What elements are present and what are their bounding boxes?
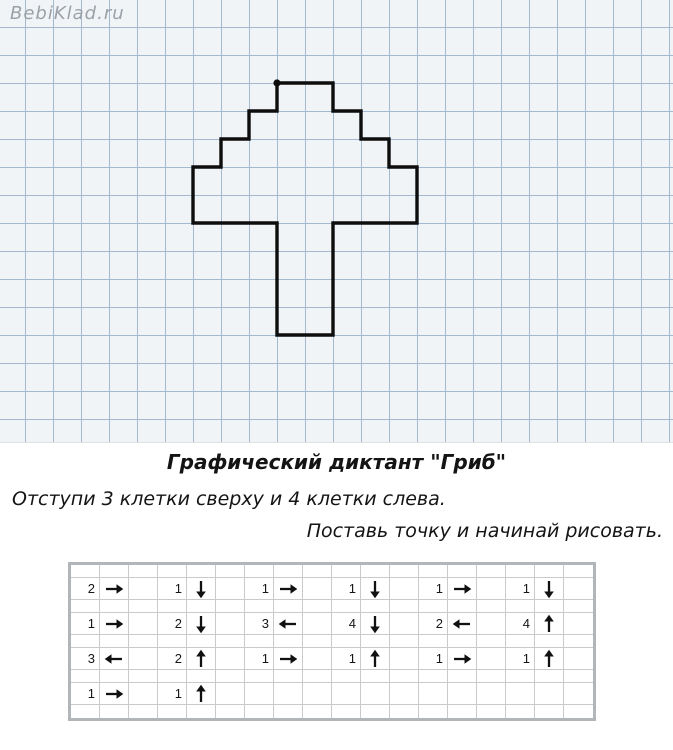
grid-cell (216, 683, 245, 705)
grid-cell (506, 565, 535, 578)
grid-cell (390, 578, 419, 600)
step-count: 2 (158, 613, 187, 635)
right-arrow-icon (452, 649, 472, 669)
step-count: 4 (506, 613, 535, 635)
grid-cell (564, 635, 593, 648)
step-count: 1 (506, 648, 535, 670)
grid-cell (100, 670, 129, 683)
step-count: 1 (158, 578, 187, 600)
left-arrow-icon (104, 649, 124, 669)
grid-cell (129, 578, 158, 600)
dictation-table (68, 562, 596, 721)
grid-cell (361, 565, 390, 578)
grid-cell (564, 670, 593, 683)
grid-cell (448, 683, 477, 705)
step-arrow-cell (448, 648, 477, 670)
grid-cell (477, 578, 506, 600)
grid-cell (361, 600, 390, 613)
right-arrow-icon (278, 649, 298, 669)
grid-cell (129, 648, 158, 670)
grid-cell (129, 600, 158, 613)
grid-cell (564, 705, 593, 718)
grid-cell (535, 705, 564, 718)
down-arrow-icon (365, 614, 385, 634)
left-arrow-icon (452, 614, 472, 634)
grid-cell (158, 565, 187, 578)
grid-cell (303, 600, 332, 613)
grid-cell (71, 635, 100, 648)
grid-cell (419, 705, 448, 718)
worksheet-title: Графический диктант "Гриб" (166, 450, 507, 474)
grid-cell (216, 635, 245, 648)
grid-cell (129, 670, 158, 683)
grid-cell (332, 565, 361, 578)
grid-cell (477, 705, 506, 718)
grid-cell (448, 670, 477, 683)
grid-cell (564, 683, 593, 705)
grid-cell (477, 648, 506, 670)
grid-cell (216, 600, 245, 613)
grid-cell (535, 600, 564, 613)
grid-cell (303, 565, 332, 578)
step-arrow-cell (187, 648, 216, 670)
step-count: 2 (71, 578, 100, 600)
grid-cell (71, 705, 100, 718)
step-count: 1 (158, 683, 187, 705)
grid-cell (419, 565, 448, 578)
grid-cell (564, 648, 593, 670)
start-dot (273, 79, 280, 86)
grid-cell (419, 670, 448, 683)
grid-cell (390, 670, 419, 683)
grid-cell (477, 683, 506, 705)
right-arrow-icon (104, 614, 124, 634)
down-arrow-icon (539, 579, 559, 599)
step-count: 1 (245, 578, 274, 600)
left-arrow-icon (278, 614, 298, 634)
step-arrow-cell (274, 648, 303, 670)
grid-cell (100, 600, 129, 613)
grid-cell (274, 635, 303, 648)
grid-cell (332, 600, 361, 613)
up-arrow-icon (539, 614, 559, 634)
grid-cell (158, 705, 187, 718)
right-arrow-icon (452, 579, 472, 599)
step-count: 2 (158, 648, 187, 670)
grid-cell (390, 635, 419, 648)
grid-cell (564, 578, 593, 600)
grid-cell (564, 613, 593, 635)
grid-cell (129, 705, 158, 718)
grid-cell (274, 565, 303, 578)
grid-cell (390, 600, 419, 613)
step-count: 1 (332, 578, 361, 600)
grid-cell (245, 635, 274, 648)
grid-cell (274, 600, 303, 613)
grid-cell (535, 635, 564, 648)
grid-cell (332, 670, 361, 683)
grid-cell (535, 670, 564, 683)
grid-cell (216, 578, 245, 600)
step-count: 3 (245, 613, 274, 635)
step-arrow-cell (187, 578, 216, 600)
grid-cell (245, 670, 274, 683)
grid-cell (274, 705, 303, 718)
up-arrow-icon (539, 649, 559, 669)
step-arrow-cell (100, 613, 129, 635)
grid-cell (158, 600, 187, 613)
step-count: 1 (419, 648, 448, 670)
step-count: 1 (419, 578, 448, 600)
step-arrow-cell (100, 683, 129, 705)
grid-cell (216, 613, 245, 635)
grid-cell (303, 705, 332, 718)
grid-cell (216, 670, 245, 683)
step-arrow-cell (361, 613, 390, 635)
grid-cell (419, 683, 448, 705)
grid-cell (129, 635, 158, 648)
grid-cell (390, 565, 419, 578)
grid-cell (448, 635, 477, 648)
step-arrow-cell (187, 683, 216, 705)
grid-cell (361, 670, 390, 683)
step-count: 1 (245, 648, 274, 670)
grid-cell (448, 565, 477, 578)
grid-cell (506, 705, 535, 718)
grid-cell (303, 683, 332, 705)
grid-cell (71, 565, 100, 578)
grid-cell (477, 635, 506, 648)
grid-cell (303, 613, 332, 635)
grid-cell (506, 600, 535, 613)
step-count: 1 (506, 578, 535, 600)
watermark: BebiKlad.ru (10, 3, 125, 24)
step-arrow-cell (361, 648, 390, 670)
grid-cell (245, 683, 274, 705)
grid-cell (477, 565, 506, 578)
grid-cell (564, 565, 593, 578)
down-arrow-icon (365, 579, 385, 599)
grid-cell (303, 578, 332, 600)
grid-cell (535, 565, 564, 578)
grid-cell (390, 613, 419, 635)
grid-cell (216, 648, 245, 670)
grid-cell (216, 705, 245, 718)
mushroom-path (193, 83, 417, 335)
grid-cell (361, 635, 390, 648)
grid-cell (332, 635, 361, 648)
step-arrow-cell (448, 613, 477, 635)
grid-cell (361, 683, 390, 705)
up-arrow-icon (365, 649, 385, 669)
grid-cell (419, 635, 448, 648)
grid-cell (535, 683, 564, 705)
grid-cell (158, 635, 187, 648)
grid-cell (448, 705, 477, 718)
grid-cell (129, 683, 158, 705)
step-count: 3 (71, 648, 100, 670)
grid-cell (100, 635, 129, 648)
grid-cell (187, 565, 216, 578)
grid-cell (303, 635, 332, 648)
grid-cell (332, 683, 361, 705)
grid-cell (303, 648, 332, 670)
grid-cell (506, 683, 535, 705)
grid-cell (71, 670, 100, 683)
grid-cell (100, 565, 129, 578)
up-arrow-icon (191, 684, 211, 704)
grid-cell (390, 683, 419, 705)
step-count: 1 (71, 683, 100, 705)
grid-cell (448, 600, 477, 613)
step-arrow-cell (100, 648, 129, 670)
grid-cell (274, 683, 303, 705)
grid-cell (129, 613, 158, 635)
grid-cell (216, 565, 245, 578)
grid-cell (506, 670, 535, 683)
right-arrow-icon (278, 579, 298, 599)
step-arrow-cell (274, 578, 303, 600)
grid-cell (477, 670, 506, 683)
grid-cell (158, 670, 187, 683)
instruction-line-1: Отступи 3 клетки сверху и 4 клетки слева. (12, 488, 446, 510)
grid-cell (274, 670, 303, 683)
step-count: 1 (71, 613, 100, 635)
up-arrow-icon (191, 649, 211, 669)
grid-cell (390, 648, 419, 670)
grid-cell (303, 670, 332, 683)
down-arrow-icon (191, 614, 211, 634)
grid-cell (245, 565, 274, 578)
grid-cell (332, 705, 361, 718)
grid-cell (187, 705, 216, 718)
grid-cell (477, 613, 506, 635)
grid-cell (361, 705, 390, 718)
grid-cell (100, 705, 129, 718)
grid-cell (187, 635, 216, 648)
grid-cell (245, 600, 274, 613)
step-arrow-cell (535, 578, 564, 600)
right-arrow-icon (104, 579, 124, 599)
step-arrow-cell (535, 648, 564, 670)
grid-cell (390, 705, 419, 718)
right-arrow-icon (104, 684, 124, 704)
step-arrow-cell (361, 578, 390, 600)
step-count: 4 (332, 613, 361, 635)
step-count: 1 (332, 648, 361, 670)
grid-cell (129, 565, 158, 578)
grid-cell (187, 670, 216, 683)
grid-cell (506, 635, 535, 648)
grid-cell (419, 600, 448, 613)
step-arrow-cell (187, 613, 216, 635)
grid-cell (564, 600, 593, 613)
step-arrow-cell (535, 613, 564, 635)
grid-cell (477, 600, 506, 613)
step-arrow-cell (100, 578, 129, 600)
step-count: 2 (419, 613, 448, 635)
step-arrow-cell (274, 613, 303, 635)
grid-cell (245, 705, 274, 718)
grid-cell (71, 600, 100, 613)
grid-cell (187, 600, 216, 613)
instruction-line-2: Поставь точку и начинай рисовать. (306, 520, 663, 542)
down-arrow-icon (191, 579, 211, 599)
step-arrow-cell (448, 578, 477, 600)
